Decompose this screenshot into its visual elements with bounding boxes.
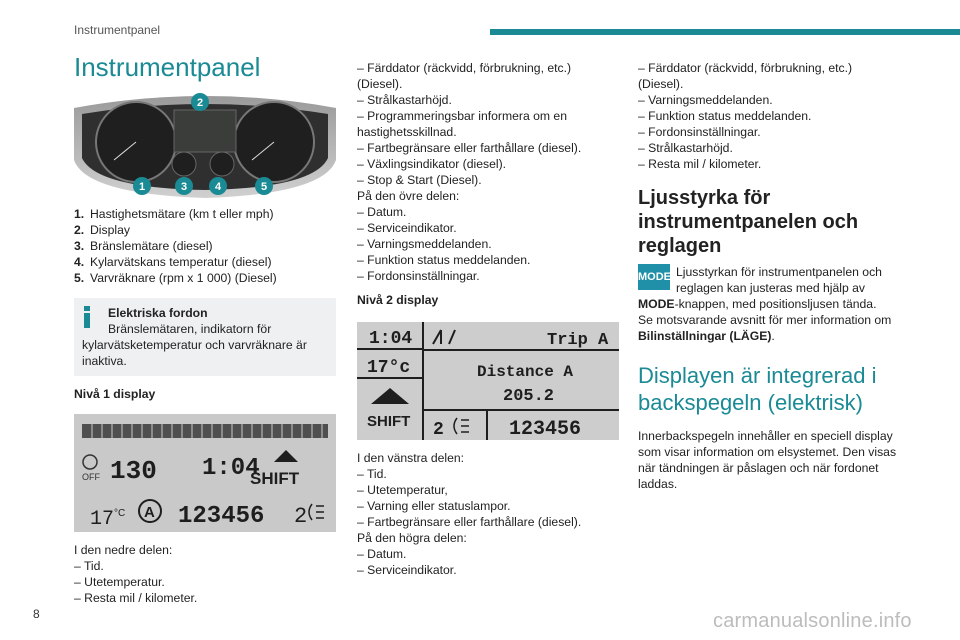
callout-5-label: 5 (260, 181, 268, 193)
text-line: – Färddator (räckvidd, förbrukning, etc.) (638, 61, 853, 75)
legend-item: 2. Display (74, 223, 130, 237)
text-line: – Funktion status meddelanden. (357, 253, 531, 267)
text-line: – Fordonsinställningar. (638, 125, 761, 139)
text-line: – Strålkastarhöjd. (357, 93, 452, 107)
header-section-title: Instrumentpanel (74, 23, 161, 37)
left-item: – Tid. (357, 467, 387, 481)
brightness-paragraph: MODE Ljusstyrkan för instrumentpanelen och reglagen kan justeras med hjälp av MODE-knappen, med positionsljusen tända. Se motsvarande avsnitt för mer information om Bilinställningar (LÄGE). (638, 265, 892, 343)
display2-distance-value: 205.2 (503, 387, 555, 406)
display2-temp: 17°c (367, 358, 411, 378)
text-line: – Växlingsindikator (diesel). (357, 157, 507, 171)
text-line: – Fartbegränsare eller farthållare (diesel). (357, 141, 582, 155)
display1-shift: SHIFT (250, 469, 300, 488)
mirror-display-paragraph: Innerbackspegeln innehåller en speciell display som visar information om elsystemet. Den visas när tändningen är påslagen och när fordonet laddas. (638, 429, 897, 491)
mirror-display-heading: Displayen är integrerad i backspegeln (elektrisk) (638, 363, 877, 415)
callout-4-label: 4 (214, 181, 222, 193)
info-title: Elektriska fordon (108, 306, 208, 320)
display2-trip: Trip A (547, 331, 609, 350)
text-line: På den övre delen: (357, 189, 460, 203)
column-middle (357, 60, 619, 578)
display1-temp-unit: °C (114, 508, 126, 519)
text-line: – Färddator (räckvidd, förbrukning, etc.) (357, 61, 572, 75)
info-line: Bränslemätaren, indikatorn för (108, 322, 272, 336)
text-line: hastighetsskillnad. (357, 125, 457, 139)
display2-time: 1:04 (369, 329, 413, 349)
text-line: – Resta mil / kilometer. (638, 157, 762, 171)
right-item: – Serviceindikator. (357, 563, 457, 577)
left-label: I den vänstra delen: (357, 451, 465, 465)
info-line: kylarvätsketemperatur och varvräknare är (82, 338, 307, 352)
right-item: – Datum. (357, 547, 407, 561)
lower-item: – Tid. (74, 559, 104, 573)
legend-item: 4. Kylarvätskans temperatur (diesel) (74, 255, 272, 269)
column-left (74, 52, 336, 606)
off-label: OFF (82, 472, 100, 482)
display2-distance-label: Distance A (477, 363, 574, 381)
display1-a: A (144, 504, 155, 521)
text-line: (Diesel). (638, 77, 684, 91)
display1-odometer: 123456 (178, 503, 265, 530)
left-item: – Fartbegränsare eller farthållare (diesel). (357, 515, 582, 529)
page-number: 8 (33, 607, 40, 621)
info-line: inaktiva. (82, 354, 127, 368)
lower-item: – Resta mil / kilometer. (74, 591, 198, 605)
legend-item: 5. Varvräknare (rpm x 1 000) (Diesel) (74, 271, 277, 285)
display1-speed: 130 (110, 456, 157, 486)
right-label: På den högra delen: (357, 531, 467, 545)
page-title: Instrumentpanel (74, 52, 261, 82)
legend-list (74, 206, 336, 286)
level1-display-image (74, 414, 336, 532)
left-item: – Varning eller statuslampor. (357, 499, 511, 513)
header-accent-bar (490, 29, 960, 35)
settings-reference: Bilinställningar (LÄGE) (638, 329, 772, 343)
text-line: – Programmeringsbar informera om en (357, 109, 567, 123)
text-line: – Serviceindikator. (357, 221, 457, 235)
display1-time: 1:04 (202, 455, 260, 482)
column-right (638, 60, 900, 492)
callout-3-label: 3 (180, 181, 188, 193)
legend-item: 3. Bränslemätare (diesel) (74, 239, 213, 253)
callout-2-label: 2 (196, 97, 204, 109)
brightness-heading: Ljusstyrka för instrumentpanelen och reglagen (638, 187, 859, 257)
text-line: – Strålkastarhöjd. (638, 141, 733, 155)
display1-temp: 17 (90, 508, 115, 531)
text-line: – Funktion status meddelanden. (638, 109, 812, 123)
info-icon (80, 306, 94, 328)
display2-odometer: 123456 (509, 418, 582, 440)
level2-display-image (357, 322, 619, 440)
instrument-cluster-image (74, 90, 336, 200)
mode-button-icon: MODE (638, 264, 670, 290)
lower-item: – Utetemperatur. (74, 575, 165, 589)
left-item: – Utetemperatur, (357, 483, 448, 497)
text-line: – Varningsmeddelanden. (357, 237, 492, 251)
level1-heading: Nivå 1 display (74, 387, 156, 401)
text-line: – Fordonsinställningar. (357, 269, 480, 283)
display1-gear: 2 (294, 504, 308, 529)
display2-gear: 2 (433, 420, 444, 440)
text-line: – Varningsmeddelanden. (638, 93, 773, 107)
display2-shift: SHIFT (367, 413, 411, 430)
info-box (74, 298, 336, 376)
legend-item: 1. Hastighetsmätare (km t eller mph) (74, 207, 274, 221)
lower-label: I den nedre delen: (74, 543, 173, 557)
watermark: carmanualsonline.info (713, 610, 912, 632)
callout-1-label: 1 (138, 181, 146, 193)
level2-heading: Nivå 2 display (357, 293, 439, 307)
text-line: (Diesel). (357, 77, 403, 91)
text-line: – Stop & Start (Diesel). (357, 173, 482, 187)
text-line: – Datum. (357, 205, 407, 219)
